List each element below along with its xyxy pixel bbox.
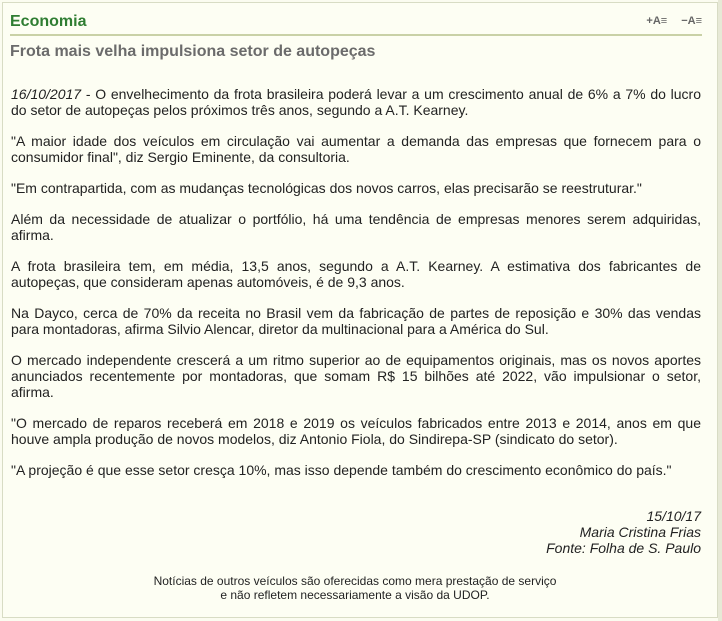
font-size-controls <box>646 14 702 28</box>
article-lead-text: - O envelhecimento da frota brasileira poderá levar a um crescimento anual de 6% a 7% do lucro do setor de autopeças pelos próximos três anos, segundo a A.T. Kearney. <box>11 86 701 118</box>
article-paragraph: Na Dayco, cerca de 70% da receita no Brasil vem da fabricação de partes de reposição e 30% das vendas para montadoras, afirma Silvio Alencar, diretor da multinacional para a América do Sul. <box>11 305 701 337</box>
article-body <box>11 86 701 493</box>
article-lead <box>11 86 701 118</box>
signature-author: Maria Cristina Frias <box>579 524 701 540</box>
article-paragraph: "Em contrapartida, com as mudanças tecnológicas dos novos carros, elas precisarão se reestruturar." <box>11 180 642 196</box>
article-paragraph: Além da necessidade de atualizar o portfólio, há uma tendência de empresas menores serem adquiridas, afirma. <box>11 211 701 243</box>
disclaimer-note <box>10 574 700 602</box>
article-paragraph: A frota brasileira tem, em média, 13,5 anos, segundo a A.T. Kearney. A estimativa dos fabricantes de autopeças, que consideram apenas automóveis, é de 9,3 anos. <box>11 258 701 290</box>
section-title: Economia <box>10 13 87 30</box>
section-header <box>10 12 702 36</box>
article-paragraph: O mercado independente crescerá a um ritmo superior ao de equipamentos originais, mas os novos aportes anunciados recentemente por montadoras, que somam R$ 15 bilhões até 2022, vão impulsionar o setor, afirma. <box>11 352 701 400</box>
font-decrease-button[interactable]: −A≡ <box>681 15 702 27</box>
disclaimer-line-2: e não refletem necessariamente a visão da UDOP. <box>220 588 490 602</box>
article-paragraph: "A projeção é que esse setor cresça 10%, mas isso depende também do crescimento econômico do país." <box>11 462 672 478</box>
signature-date: 15/10/17 <box>646 508 701 524</box>
article-paragraph: "A maior idade dos veículos em circulação vai aumentar a demanda das empresas que fornecem para o consumidor final", diz Sergio Eminente, da consultoria. <box>11 133 701 165</box>
article-signature <box>546 508 701 556</box>
article-date: 16/10/2017 <box>11 86 82 102</box>
article-headline: Frota mais velha impulsiona setor de autopeças <box>10 43 376 60</box>
disclaimer-line-1: Notícias de outros veículos são oferecidas como mera prestação de serviço <box>153 574 557 588</box>
scrollbar-track[interactable] <box>718 0 722 621</box>
article-paragraph: "O mercado de reparos receberá em 2018 e 2019 os veículos fabricados entre 2013 e 2014, anos em que houve ampla produção de novos modelos, diz Antonio Fiola, do Sindirepa-SP (sindicato do setor). <box>11 415 701 447</box>
signature-source: Fonte: Folha de S. Paulo <box>546 540 701 556</box>
font-increase-button[interactable]: +A≡ <box>646 15 668 27</box>
